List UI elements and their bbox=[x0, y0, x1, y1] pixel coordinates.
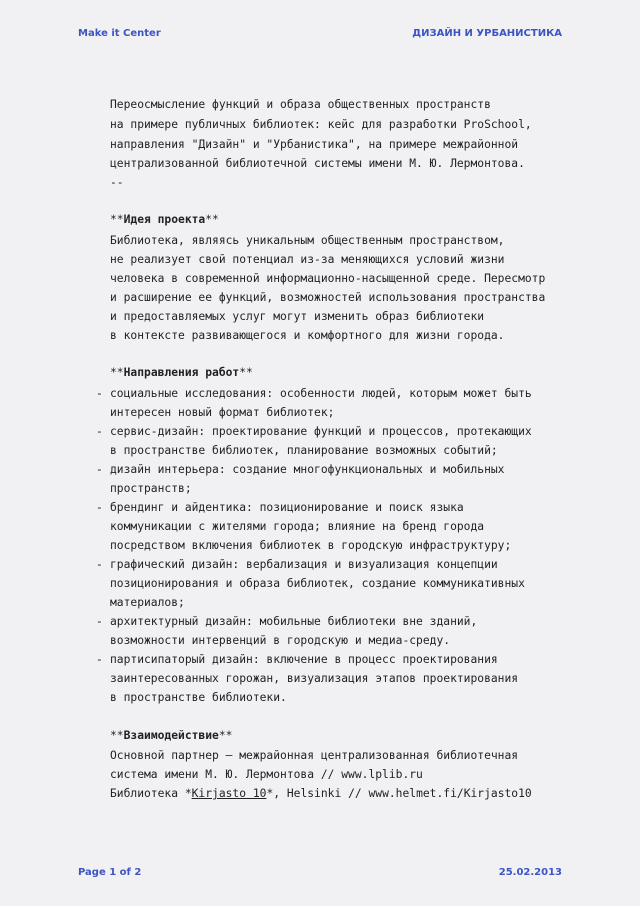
interaction-line bbox=[110, 787, 532, 800]
list-item-line: сервис-дизайн: проектирование функций и процессов, протекающих bbox=[110, 425, 532, 438]
interaction-line: системa имени М. Ю. Лермонтова // www.lplib.ru bbox=[110, 768, 423, 781]
page-number: Page 1 of 2 bbox=[78, 867, 142, 878]
intro-line: Переосмысление функций и образа общественных пространств bbox=[110, 98, 491, 111]
idea-line: в контексте развивающегося и комфортного для жизни города. bbox=[110, 329, 505, 342]
list-bullet: - bbox=[96, 615, 103, 628]
heading-marks: ** bbox=[110, 366, 124, 379]
intro-separator: -- bbox=[110, 176, 124, 189]
list-item-line: интересен новый формат библиотек; bbox=[110, 406, 335, 419]
header-right: ДИЗАЙН И УРБАНИСТИКА bbox=[412, 28, 562, 39]
list-bullet: - bbox=[96, 501, 103, 514]
list-bullet: - bbox=[96, 558, 103, 571]
list-item-line: материалов; bbox=[110, 596, 185, 609]
heading-title: Направления работ bbox=[123, 366, 240, 379]
heading-marks: ** bbox=[110, 729, 124, 742]
list-item-line: графический дизайн: вербализация и визуализация концепции bbox=[110, 558, 498, 571]
idea-line: и расширение ее функций, возможностей использования пространства bbox=[110, 291, 546, 304]
list-item-line: коммуникации с жителями города; влияние на бренд города bbox=[110, 520, 485, 533]
heading-marks: ** bbox=[205, 213, 219, 226]
list-bullet: - bbox=[96, 463, 103, 476]
list-bullet: - bbox=[96, 653, 103, 666]
list-item-line: посредством включения библиотек в городскую инфраструктуру; bbox=[110, 539, 512, 552]
list-item-line: заинтересованных горожан, визуализация этапов проектирования bbox=[110, 672, 519, 685]
list-item-line: партисипаторый дизайн: включение в процесс проектирования bbox=[110, 653, 498, 666]
idea-line: Библиотека, являясь уникальным общественным пространством, bbox=[110, 234, 505, 247]
list-item-line: возможности интервенций в городскую и медиа-среду. bbox=[110, 634, 451, 647]
heading-marks: ** bbox=[218, 729, 233, 742]
heading-title: Идея проекта bbox=[123, 213, 206, 226]
idea-line: не реализует свой потенциал из-за меняющихся условий жизни bbox=[110, 253, 505, 266]
list-item-line: архитектурный дизайн: мобильные библиотеки вне зданий, bbox=[110, 615, 478, 628]
header-left: Make it Center bbox=[78, 28, 161, 39]
intro-line: направления "Дизайн" и "Урбанистика", на примере межрайонной bbox=[110, 138, 519, 151]
idea-line: и предоставляемых услуг могут изменить образ библиотеки bbox=[110, 310, 485, 323]
list-item-line: социальные исследования: особенности людей, которым может быть bbox=[110, 387, 532, 400]
kirjasto-link[interactable]: Kirjasto 10 bbox=[191, 787, 267, 800]
list-item-line: позиционирования и образа библиотек, создание коммуникативных bbox=[110, 577, 525, 590]
interaction-suffix: *, Helsinki // www.helmet.fi/Kirjasto10 bbox=[266, 787, 532, 800]
heading-title: Взаимодействие bbox=[123, 729, 219, 742]
section-heading-interaction bbox=[110, 729, 232, 742]
interaction-line: Основной партнер — межрайонная централизованная библиотечная bbox=[110, 749, 519, 762]
section-heading-directions bbox=[110, 366, 253, 379]
intro-line: на примере публичных библиотек: кейс для разработки ProSchool, bbox=[110, 118, 532, 131]
list-item-line: в пространстве библиотеки. bbox=[110, 691, 287, 704]
section-heading-idea bbox=[110, 213, 219, 226]
heading-marks: ** bbox=[110, 213, 124, 226]
idea-line: человека в современной информационно-насыщенной среде. Пересмотр bbox=[110, 272, 546, 285]
list-item-line: пространств; bbox=[110, 482, 192, 495]
heading-marks: ** bbox=[239, 366, 253, 379]
list-item-line: в пространстве библиотек, планирование возможных событий; bbox=[110, 444, 498, 457]
document-date: 25.02.2013 bbox=[498, 867, 562, 878]
intro-line: централизованной библиотечной системы имени М. Ю. Лермонтова. bbox=[110, 157, 525, 170]
interaction-prefix: Библиотека * bbox=[110, 787, 192, 800]
list-bullet: - bbox=[96, 425, 103, 438]
list-item-line: брендинг и айдентика: позиционирование и поиск языка bbox=[110, 501, 464, 514]
list-item-line: дизайн интерьера: создание многофункциональных и мобильных bbox=[110, 463, 505, 476]
list-bullet: - bbox=[96, 387, 103, 400]
